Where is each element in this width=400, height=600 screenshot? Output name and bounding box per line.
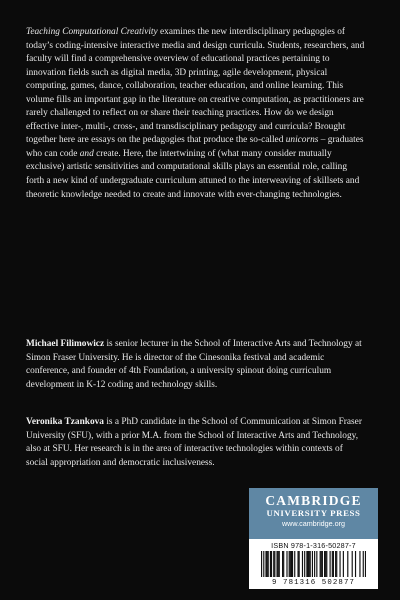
barcode-bar bbox=[312, 551, 313, 577]
book-description bbox=[26, 26, 366, 202]
barcode-icon bbox=[261, 551, 366, 577]
barcode-bar bbox=[279, 551, 280, 577]
author-bio-filimowicz bbox=[26, 338, 366, 392]
barcode-bar bbox=[322, 551, 323, 577]
emphasis-unicorns: unicorns bbox=[285, 135, 319, 146]
publisher-subname: UNIVERSITY PRESS bbox=[266, 508, 361, 518]
barcode-bar bbox=[307, 551, 308, 577]
barcode-bar bbox=[324, 551, 325, 577]
barcode-bar bbox=[302, 551, 303, 577]
description-text-3: create. Here, the intertwining of (what many consider mutually exclusive) artistic sensitivities and computational skills plays an essential role, calling forth a new kind of undergraduate curriculum attuned to the interweaving of skillsets and theoretic knowledge needed to create and innovate with ever-changing technologies. bbox=[26, 148, 360, 200]
barcode-bar bbox=[352, 551, 353, 577]
description-text-1: examines the new interdisciplinary pedagogies of today’s coding-intensive interactive media and design curricula. Students, researchers, and faculty will find a comprehensive overview of educational practices pertaining to innovation fields such as digital media, 3D printing, agile development, physical computing, games, dance, collaboration, teacher education, and online learning. This volume fills an important gap in the literature on creative computation, as practitioners are rarely challenged to reflect on or share their teaching practices. How do we design effective inter-, multi-, cross-, and transdisciplinary pedagogy and curricula? Brought together here are essays on the pedagogies that produce the so-called bbox=[26, 27, 365, 146]
barcode-bar bbox=[271, 551, 272, 577]
barcode-bar bbox=[283, 551, 284, 577]
barcode-bar bbox=[286, 551, 287, 577]
author-name: Michael Filimowicz bbox=[26, 339, 105, 349]
barcode-bar bbox=[274, 551, 275, 577]
barcode-bar bbox=[297, 551, 298, 577]
barcode-bar bbox=[276, 551, 277, 577]
barcode-bar bbox=[310, 551, 311, 577]
barcode-bar bbox=[289, 551, 290, 577]
author-bio-text: is senior lecturer in the School of Interactive Arts and Technology at Simon Fraser University. He is director of the Cinesonika festival and academic conference, and founder of 4th Foundation, a university spinout doing curriculum development in K-12 coding and technology skills. bbox=[26, 339, 362, 390]
barcode-bar bbox=[278, 551, 279, 577]
barcode-digits: 9 781316 502877 bbox=[271, 579, 356, 587]
book-title: Teaching Computational Creativity bbox=[26, 27, 158, 37]
publisher-name: CAMBRIDGE bbox=[265, 493, 362, 508]
barcode-bar bbox=[263, 551, 264, 577]
barcode-bar bbox=[343, 551, 344, 577]
barcode-bar bbox=[320, 551, 321, 577]
barcode-bar bbox=[267, 551, 268, 577]
barcode-bar bbox=[265, 551, 266, 577]
barcode-bar bbox=[347, 551, 348, 577]
barcode-bar bbox=[292, 551, 293, 577]
barcode-bar bbox=[325, 551, 326, 577]
barcode-bar bbox=[314, 551, 315, 577]
barcode-bar bbox=[291, 551, 292, 577]
barcode-bar bbox=[270, 551, 271, 577]
barcode-bar bbox=[299, 551, 300, 577]
barcode-bar bbox=[333, 551, 334, 577]
barcode-bar bbox=[359, 551, 360, 577]
barcode-bar bbox=[355, 551, 356, 577]
barcode-bar bbox=[336, 551, 337, 577]
barcode-bar bbox=[309, 551, 310, 577]
barcode-bar bbox=[282, 551, 283, 577]
barcode-bar bbox=[273, 551, 274, 577]
barcode-bar bbox=[316, 551, 317, 577]
barcode-bar bbox=[330, 551, 331, 577]
barcode-bar bbox=[339, 551, 340, 577]
barcode-bar bbox=[294, 551, 295, 577]
barcode-bar bbox=[326, 551, 327, 577]
barcode-bar bbox=[261, 551, 262, 577]
barcode-bar bbox=[335, 551, 336, 577]
barcode-area bbox=[249, 539, 378, 589]
isbn-label: ISBN 978-1-316-50287-7 bbox=[271, 541, 356, 550]
author-bio-tzankova bbox=[26, 416, 366, 470]
barcode-bar bbox=[363, 551, 364, 577]
emphasis-and: and bbox=[79, 148, 94, 159]
publisher-url: www.cambridge.org bbox=[281, 519, 346, 528]
author-bio-text: is a PhD candidate in the School of Communication at Simon Fraser University (SFU), with a prior M.A. from the School of Interactive Arts and Technology, also at SFU. Her research is in the area of interactive technologies within contexts of social appropriation and democratic inclusiveness. bbox=[26, 417, 362, 468]
description-text-2: – graduates who can code bbox=[26, 135, 364, 159]
barcode-bar bbox=[306, 551, 307, 577]
publisher-logo bbox=[249, 488, 378, 539]
barcode-bar bbox=[365, 551, 366, 577]
barcode-bar bbox=[332, 551, 333, 577]
author-name: Veronika Tzankova bbox=[26, 417, 104, 427]
barcode-bar bbox=[304, 551, 305, 577]
barcode-bar bbox=[290, 551, 291, 577]
barcode-bar bbox=[321, 551, 322, 577]
barcode-bar bbox=[268, 551, 269, 577]
